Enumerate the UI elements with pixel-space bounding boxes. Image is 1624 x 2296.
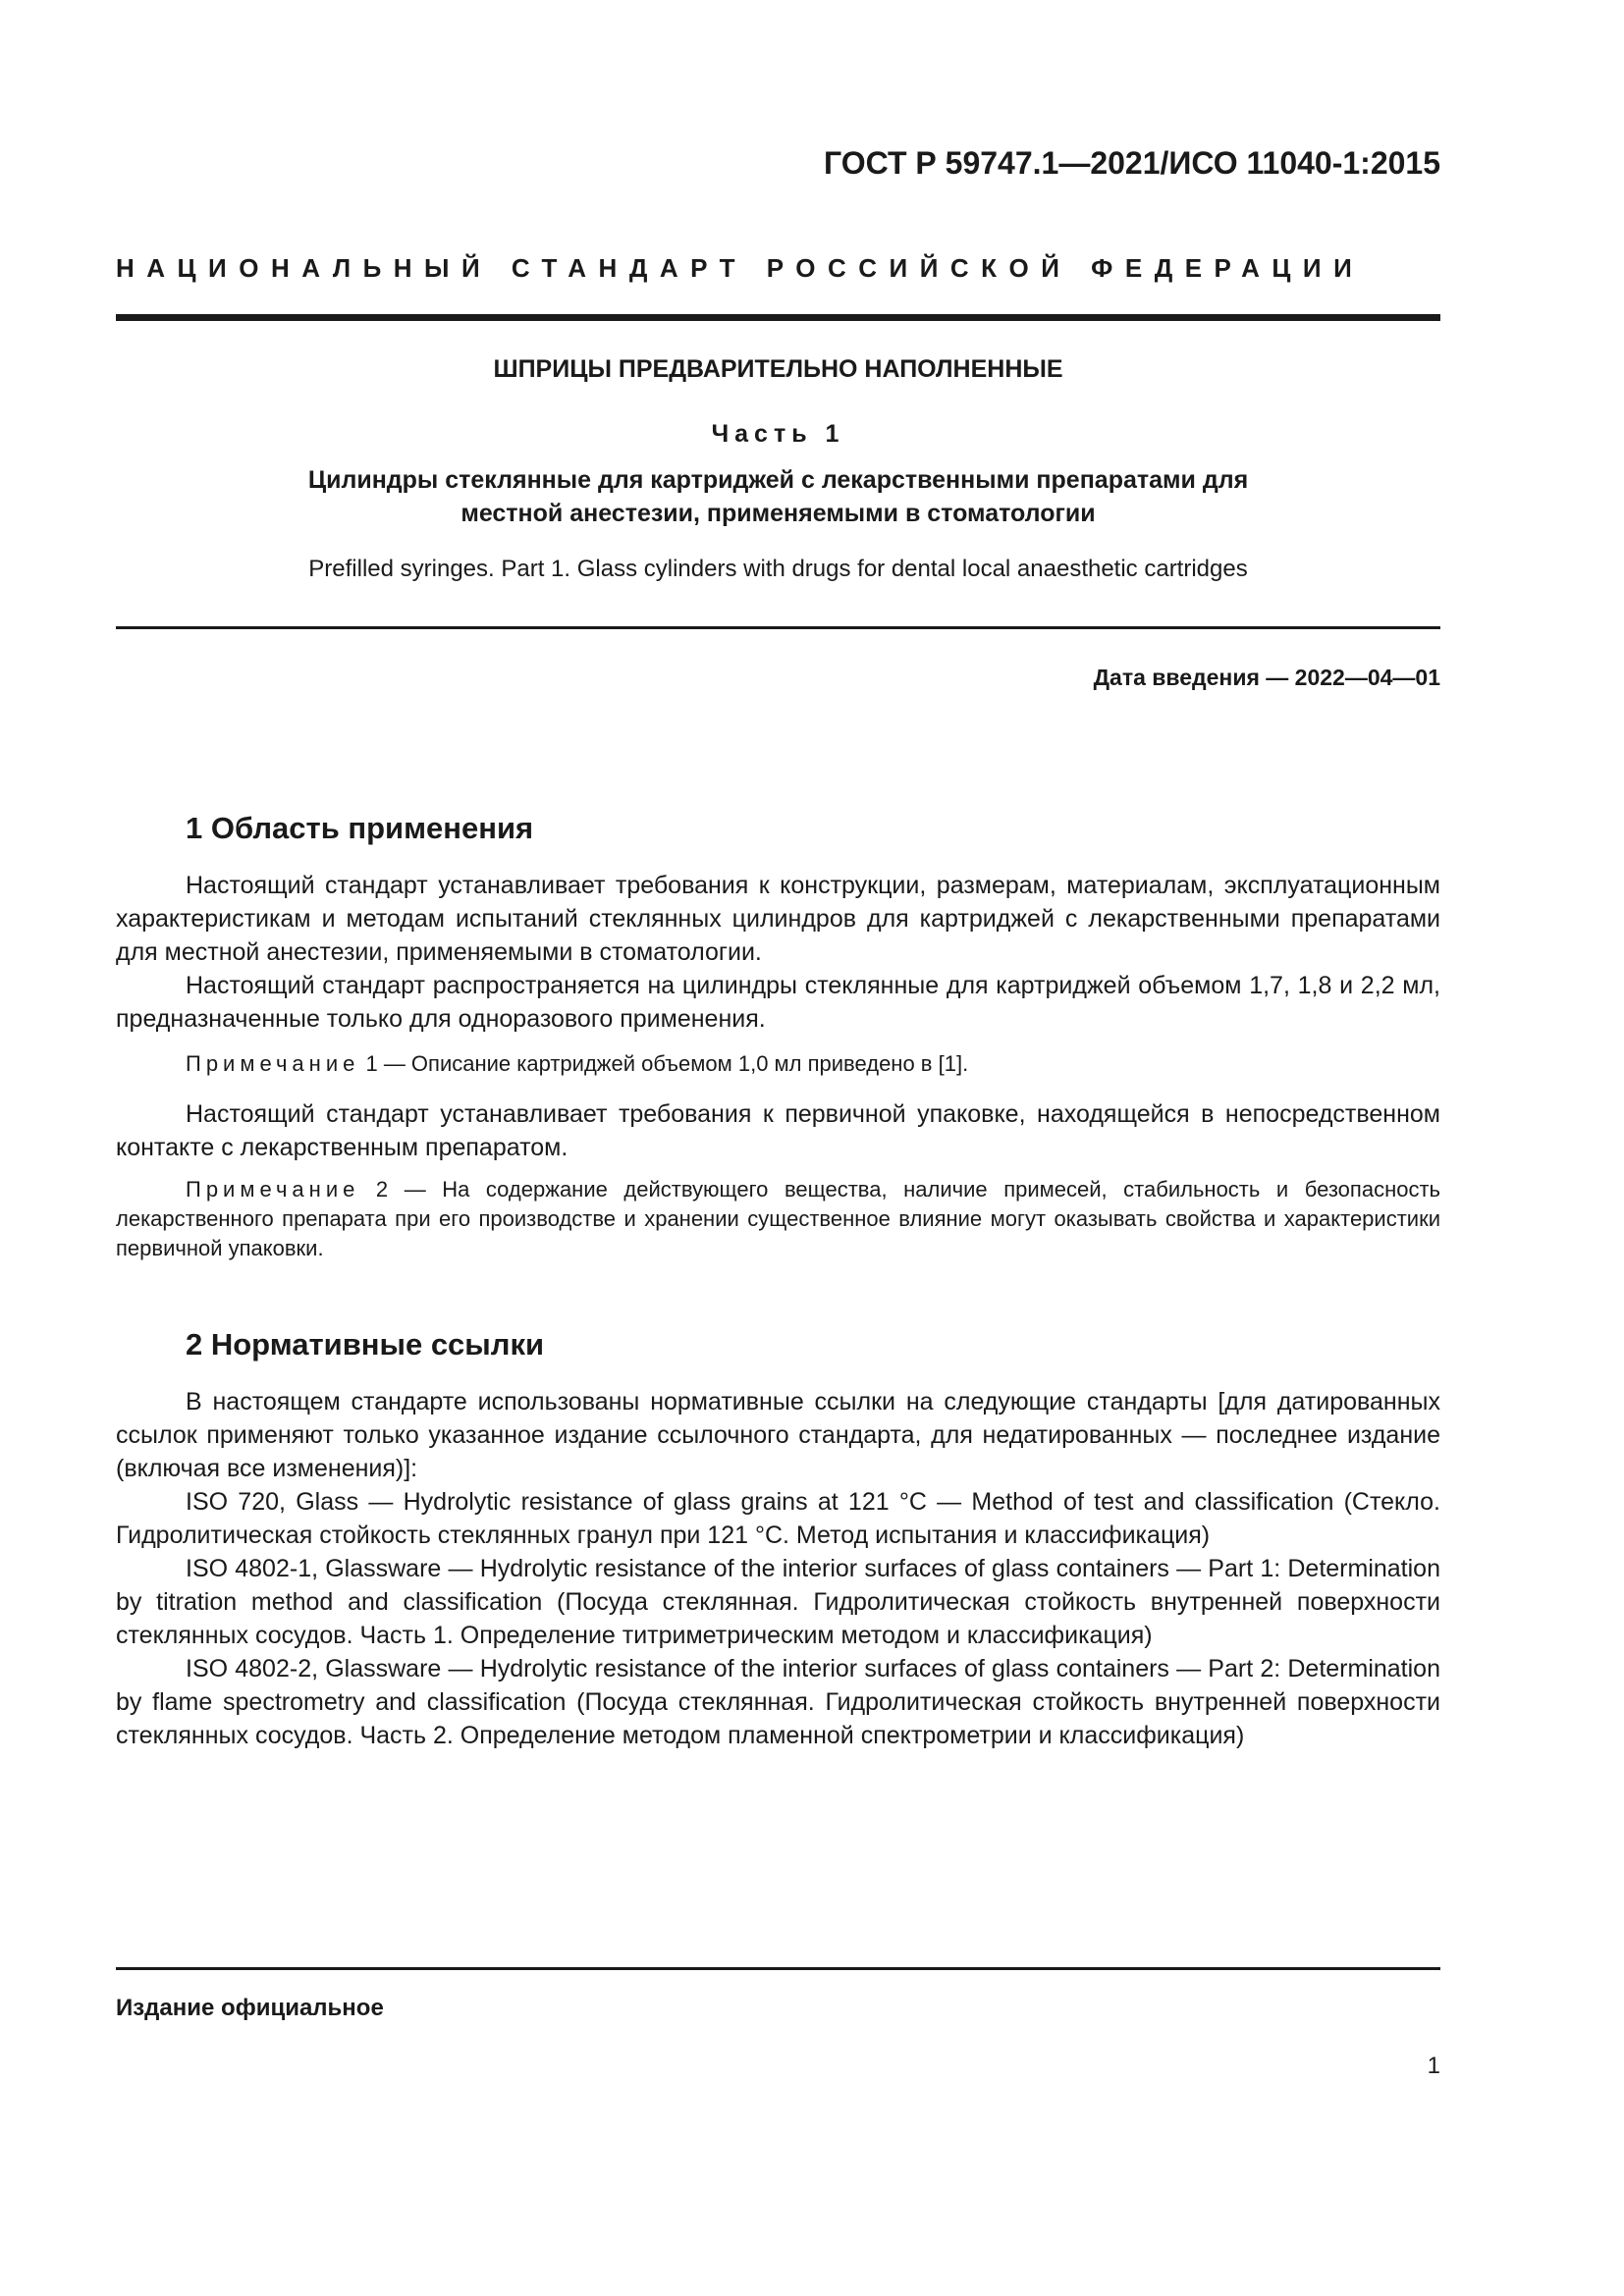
section-1-paragraph: Настоящий стандарт устанавливает требования к первичной упаковке, находящейся в непосредственном контакте с лекарственным препаратом.	[116, 1100, 1440, 1161]
note-label: Примечание	[186, 1177, 360, 1201]
note-1-text: 1 — Описание картриджей объемом 1,0 мл приведено в [1].	[365, 1051, 969, 1076]
section-2-body	[116, 1385, 1440, 1752]
title-divider	[116, 626, 1440, 629]
document-code: ГОСТ Р 59747.1—2021/ИСО 11040-1:2015	[824, 145, 1440, 181]
standard-title: ШПРИЦЫ ПРЕДВАРИТЕЛЬНО НАПОЛНЕННЫЕ	[493, 355, 1063, 383]
official-edition-label: Издание официальное	[116, 1995, 384, 2021]
section-2-intro: В настоящем стандарте использованы нормативные ссылки на следующие стандарты [для датированных ссылок применяют только указанное издание ссылочного стандарта, для недатированных — последнее издание (включая все изменения)]:	[116, 1388, 1440, 1482]
page-number: 1	[1427, 2053, 1440, 2079]
note-2-line	[116, 1175, 1440, 1263]
note-label: Примечание	[186, 1051, 360, 1076]
note-1	[116, 1049, 1440, 1079]
introduction-date: Дата введения — 2022—04—01	[1093, 665, 1440, 690]
standard-subtitle: Цилиндры стеклянные для картриджей с лекарственными препаратами для местной анестезии, применяемыми в стоматологии	[307, 466, 1249, 527]
footer-divider	[116, 1967, 1440, 1970]
national-standard-banner: НАЦИОНАЛЬНЫЙ СТАНДАРТ РОССИЙСКОЙ ФЕДЕРАЦИИ	[116, 253, 1365, 283]
header-divider	[116, 314, 1440, 321]
normative-reference: ISO 4802-1, Glassware — Hydrolytic resistance of the interior surfaces of glass containers — Part 1: Determination by titration method and classification (Посуда стеклянная. Гидролитическая стойкость внутренней поверхности стеклянных сосудов. Часть 1. Определение титриметрическим методом и классификация)	[116, 1555, 1440, 1649]
section-1-heading: 1 Область применения	[186, 811, 534, 845]
section-2-heading: 2 Нормативные ссылки	[186, 1327, 545, 1362]
section-1-body-a	[116, 869, 1440, 1036]
note-2-text: 2 — На содержание действующего вещества, наличие примесей, стабильность и безопасность лекарственного препарата при его производстве и хранении существенное влияние могут оказывать свойства и характеристики первичной упаковки.	[116, 1177, 1440, 1260]
section-1-body-b	[116, 1097, 1440, 1164]
section-1-paragraph: Настоящий стандарт распространяется на цилиндры стеклянные для картриджей объемом 1,7, 1,8 и 2,2 мл, предназначенные только для одноразового применения.	[116, 972, 1440, 1033]
normative-reference: ISO 720, Glass — Hydrolytic resistance of glass grains at 121 °C — Method of test and classification (Стекло. Гидролитическая стойкость стеклянных гранул при 121 °C. Метод испытания и классификация)	[116, 1488, 1440, 1549]
note-1-line	[116, 1049, 1440, 1079]
normative-reference: ISO 4802-2, Glassware — Hydrolytic resistance of the interior surfaces of glass containers — Part 2: Determination by flame spectrometry and classification (Посуда стеклянная. Гидролитическая стойкость внутренней поверхности стеклянных сосудов. Часть 2. Определение методом пламенной спектрометрии и классификация)	[116, 1655, 1440, 1749]
part-number: Часть 1	[711, 420, 845, 448]
english-title: Prefilled syringes. Part 1. Glass cylinders with drugs for dental local anaesthetic cartridges	[308, 556, 1248, 582]
section-1-paragraph: Настоящий стандарт устанавливает требования к конструкции, размерам, материалам, эксплуатационным характеристикам и методам испытаний стеклянных цилиндров для картриджей с лекарственными препаратами для местной анестезии, применяемыми в стоматологии.	[116, 872, 1440, 966]
note-2	[116, 1175, 1440, 1263]
